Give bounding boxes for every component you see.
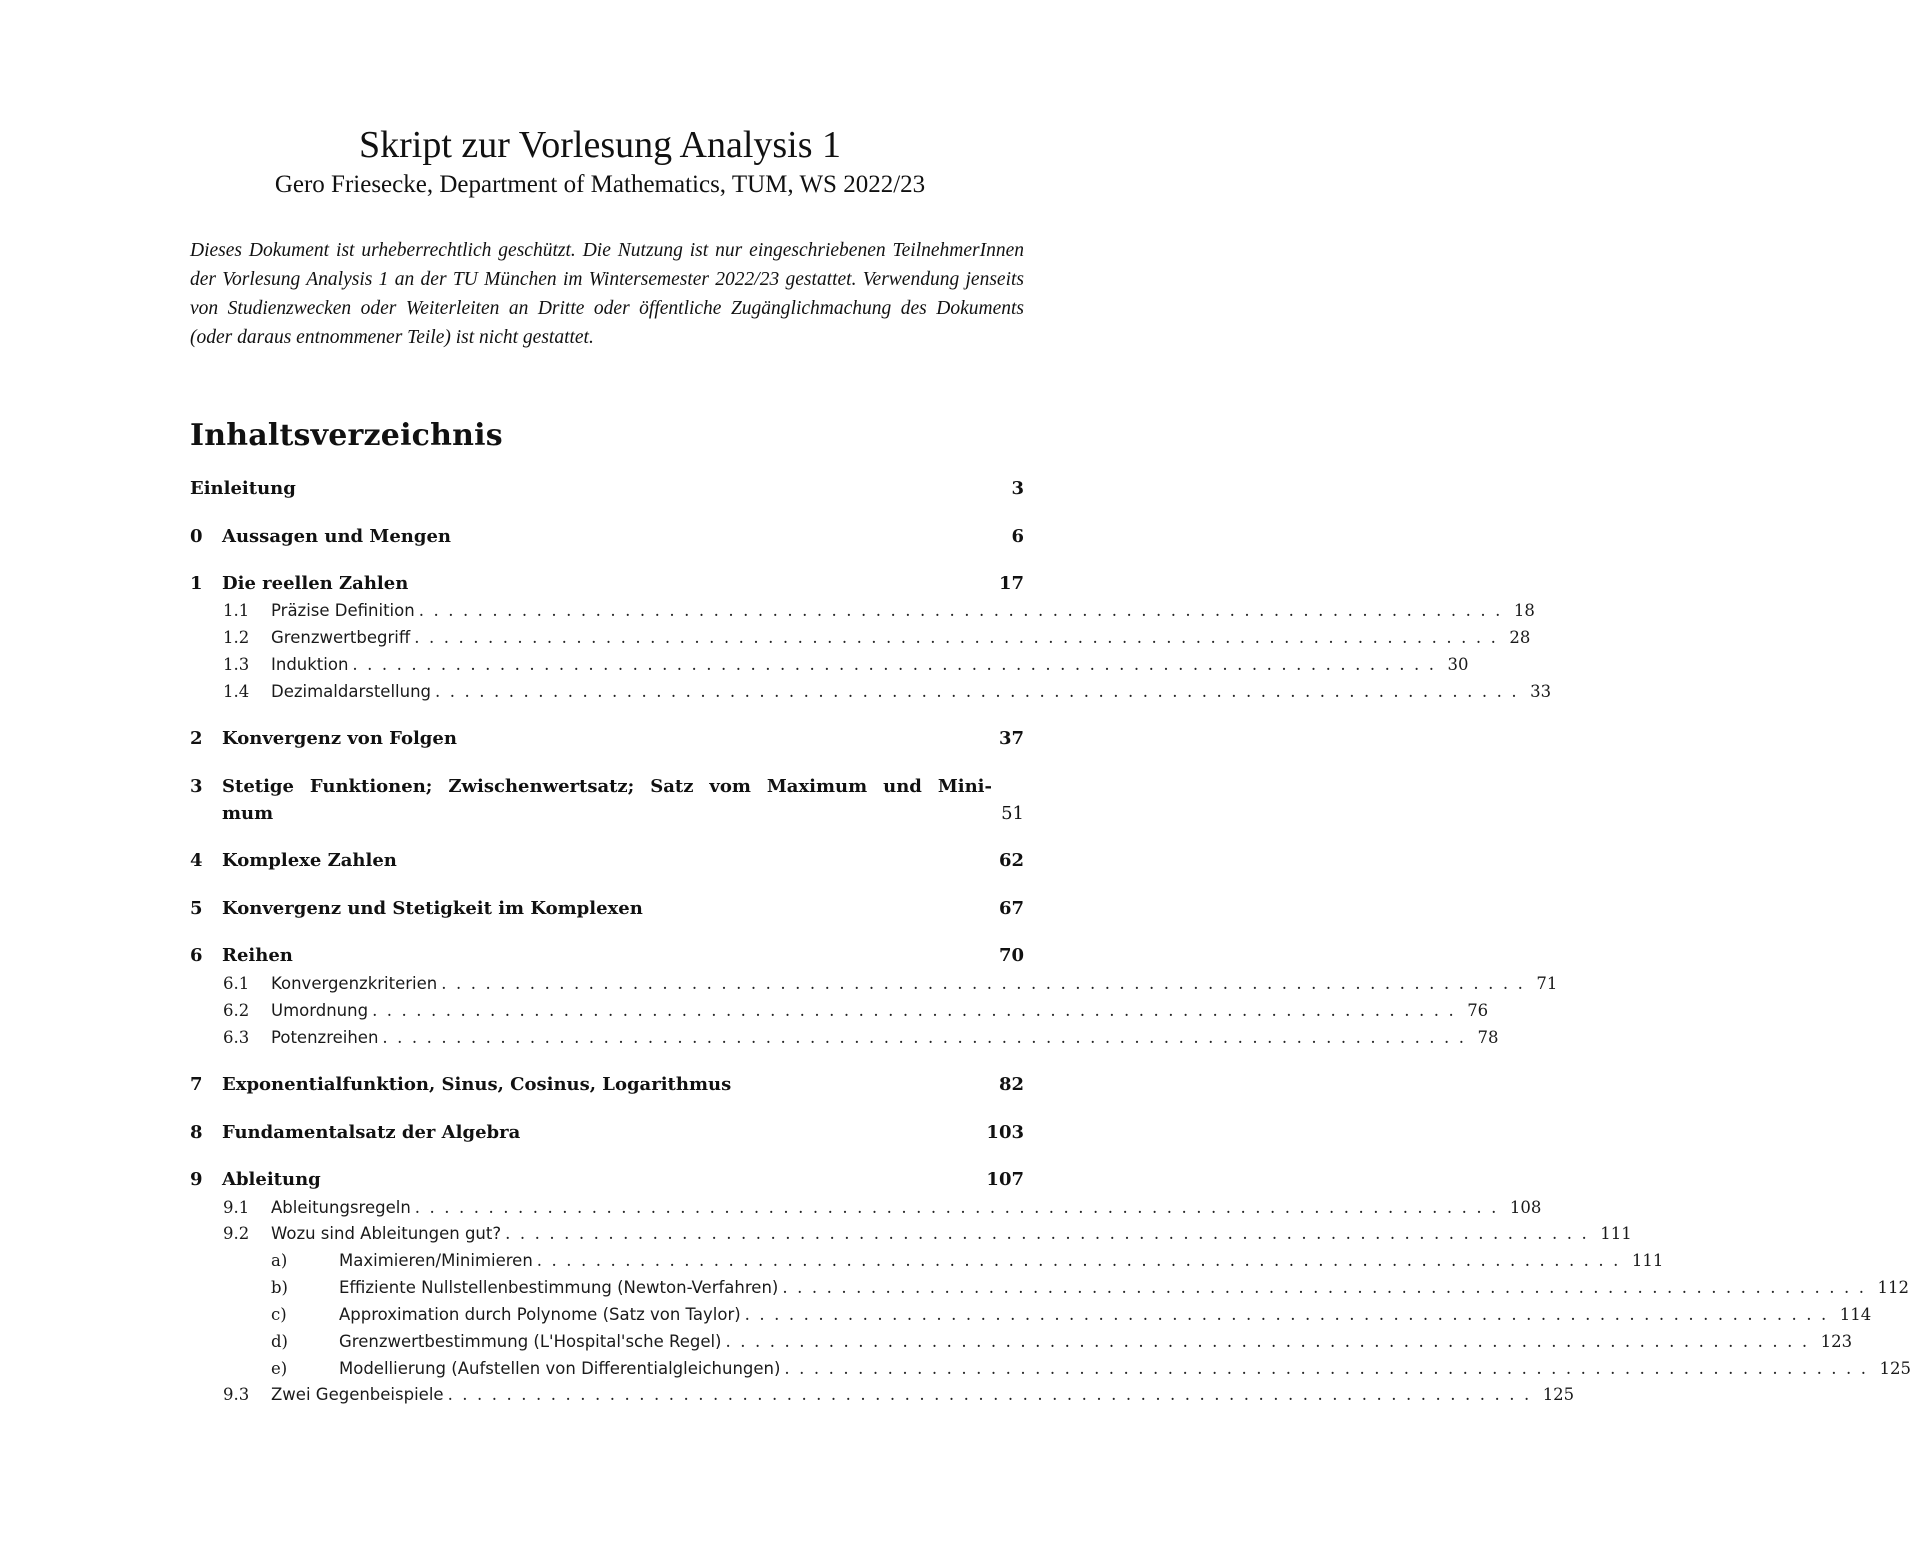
toc-dot-leader: .......................................................................... — [372, 1001, 1464, 1020]
toc-section-9-3[interactable] — [190, 1381, 1575, 1408]
toc-chapter-label: Konvergenz von Folgen — [222, 728, 457, 749]
toc-section-page: 108 — [1509, 1198, 1542, 1217]
toc-section-label: Konvergenzkriterien — [271, 974, 438, 993]
toc-section-1-3[interactable] — [190, 651, 1469, 678]
toc-section-page: 30 — [1447, 655, 1469, 674]
document-subtitle: Gero Friesecke, Department of Mathematics, TUM, WS 2022/23 — [274, 171, 926, 198]
toc-chapter-8[interactable] — [190, 1119, 1024, 1146]
toc-chapter-page: 17 — [998, 573, 1024, 594]
toc-chapter-page: 107 — [986, 1169, 1024, 1190]
toc-chapter-label: Fundamentalsatz der Algebra — [222, 1122, 521, 1143]
toc-subsection-9-2-e[interactable] — [190, 1355, 1911, 1382]
toc-section-page: 18 — [1513, 601, 1535, 620]
toc-dot-leader: .......................................................................... — [382, 1028, 1474, 1047]
toc-chapter-0[interactable] — [190, 523, 1024, 550]
toc-subsection-page: 125 — [1879, 1359, 1911, 1378]
toc-section-label: Ableitungsregeln — [271, 1198, 411, 1217]
toc-chapter-5[interactable] — [190, 895, 1024, 922]
toc-subsection-number: d) — [271, 1332, 288, 1351]
toc-subsection-9-2-d[interactable] — [190, 1328, 1853, 1355]
toc-subsection-9-2-b[interactable] — [190, 1274, 1909, 1301]
toc-dot-leader: .......................................................................... — [447, 1385, 1539, 1404]
toc-section-label: Umordnung — [271, 1001, 369, 1020]
toc-chapter-label: Ableitung — [222, 1169, 321, 1190]
toc-section-label: Wozu sind Ableitungen gut? — [271, 1224, 502, 1243]
toc-section-page: 111 — [1600, 1224, 1632, 1243]
toc-subsection-page: 111 — [1631, 1251, 1664, 1270]
toc-dot-leader: .......................................................................... — [505, 1224, 1597, 1243]
toc-section-label: Dezimaldarstellung — [271, 682, 432, 701]
toc-section-label: Induktion — [271, 655, 349, 674]
toc-subsection-label: Approximation durch Polynome (Satz von Taylor) — [339, 1305, 741, 1324]
toc-chapter-number: 0 — [190, 526, 203, 547]
toc-section-number: 9.3 — [223, 1385, 250, 1404]
toc-subsection-number: e) — [271, 1359, 288, 1378]
toc-chapter-number: 9 — [190, 1169, 203, 1190]
toc-heading: Inhaltsverzeichnis — [190, 418, 503, 453]
toc-section-6-2[interactable] — [190, 997, 1489, 1024]
toc-subsection-label: Grenzwertbestimmung (L'Hospital'sche Regel) — [339, 1332, 722, 1351]
toc-chapter-page: 6 — [1011, 526, 1024, 547]
toc-chapter-page: 67 — [998, 898, 1024, 919]
toc-subsection-page: 123 — [1820, 1332, 1853, 1351]
toc-dot-leader: .......................................................................... — [744, 1305, 1836, 1324]
toc-section-label: Grenzwertbegriff — [271, 628, 411, 647]
toc-subsection-label: Modellierung (Aufstellen von Differentialgleichungen) — [339, 1359, 781, 1378]
toc-section-page: 76 — [1467, 1001, 1489, 1020]
toc-chapter-1[interactable] — [190, 570, 1024, 597]
toc-chapter-label: Reihen — [222, 945, 293, 966]
toc-chapter-page: 37 — [998, 728, 1024, 749]
toc-chapter-page: 62 — [998, 850, 1024, 871]
toc-section-page: 33 — [1530, 682, 1552, 701]
toc-section-page: 125 — [1542, 1385, 1575, 1404]
toc-section-6-1[interactable] — [190, 970, 1558, 997]
toc-dot-leader: .......................................................................... — [414, 1198, 1506, 1217]
toc-dot-leader: .......................................................................... — [352, 655, 1444, 674]
toc-chapter-page: 82 — [998, 1074, 1024, 1095]
toc-dot-leader: .......................................................................... — [441, 974, 1533, 993]
toc-entry-page: 3 — [1011, 478, 1024, 499]
toc-chapter-number: 3 — [190, 776, 203, 797]
toc-section-page: 71 — [1536, 974, 1558, 993]
toc-subsection-label: Maximieren/Minimieren — [339, 1251, 533, 1270]
toc-chapter-label: Die reellen Zahlen — [222, 573, 409, 594]
toc-chapter-number: 5 — [190, 898, 203, 919]
toc-dot-leader: .......................................................................... — [418, 601, 1510, 620]
toc-section-number: 9.2 — [223, 1224, 250, 1243]
toc-chapter-label: Stetige Funktionen; Zwischenwertsatz; Satz vom Maximum und Mini- — [222, 776, 992, 797]
toc-entry-einleitung[interactable] — [190, 475, 1024, 502]
toc-chapter-page: 103 — [986, 1122, 1024, 1143]
toc-chapter-3[interactable] — [190, 773, 1024, 827]
toc-dot-leader: .......................................................................... — [435, 682, 1527, 701]
toc-chapter-2[interactable] — [190, 725, 1024, 752]
toc-chapter-number: 1 — [190, 573, 203, 594]
toc-section-1-1[interactable] — [190, 597, 1535, 624]
toc-subsection-page: 114 — [1839, 1305, 1872, 1324]
toc-chapter-label-continuation: mum — [222, 803, 274, 824]
toc-section-number: 1.1 — [223, 601, 250, 620]
toc-section-page: 28 — [1509, 628, 1531, 647]
toc-chapter-number: 8 — [190, 1122, 203, 1143]
toc-dot-leader: .......................................................................... — [414, 628, 1506, 647]
toc-section-6-3[interactable] — [190, 1024, 1499, 1051]
toc-section-number: 1.3 — [223, 655, 250, 674]
toc-section-page: 78 — [1477, 1028, 1499, 1047]
toc-section-9-1[interactable] — [190, 1194, 1542, 1221]
toc-section-number: 6.2 — [223, 1001, 250, 1020]
toc-chapter-number: 2 — [190, 728, 203, 749]
toc-section-1-4[interactable] — [190, 678, 1552, 705]
toc-chapter-number: 7 — [190, 1074, 203, 1095]
toc-dot-leader: .......................................................................... — [782, 1278, 1874, 1297]
toc-section-label: Zwei Gegenbeispiele — [271, 1385, 444, 1404]
toc-section-1-2[interactable] — [190, 624, 1531, 651]
toc-subsection-number: b) — [271, 1278, 288, 1297]
toc-chapter-label: Aussagen und Mengen — [222, 526, 451, 547]
toc-section-number: 6.1 — [223, 974, 250, 993]
toc-entry-label: Einleitung — [190, 478, 296, 499]
toc-chapter-number: 4 — [190, 850, 203, 871]
toc-chapter-4[interactable] — [190, 847, 1024, 874]
toc-chapter-label: Komplexe Zahlen — [222, 850, 397, 871]
toc-chapter-7[interactable] — [190, 1071, 1024, 1098]
toc-chapter-page: 70 — [998, 945, 1024, 966]
copyright-notice: Dieses Dokument ist urheberrechtlich geschützt. Die Nutzung ist nur eingeschriebenen TeilnehmerInnen der Vorlesung Analysis 1 an der TU München im Wintersemester 2022/23 gestattet. Verwendung jenseits von Studienzwecken oder Weiterleiten an Dritte oder öffentliche Zugänglichmachung des Dokuments (oder daraus entnommener Teile) ist nicht gestattet. — [190, 240, 1024, 348]
toc-subsection-9-2-a[interactable] — [190, 1247, 1664, 1274]
toc-section-number: 1.2 — [223, 628, 250, 647]
toc-chapter-9[interactable] — [190, 1166, 1024, 1193]
toc-chapter-page: 51 — [1001, 803, 1024, 824]
toc-chapter-6[interactable] — [190, 942, 1024, 969]
toc-chapter-number: 6 — [190, 945, 203, 966]
toc-subsection-number: a) — [271, 1251, 288, 1270]
toc-section-number: 1.4 — [223, 682, 250, 701]
toc-subsection-page: 112 — [1877, 1278, 1909, 1297]
toc-subsection-label: Effiziente Nullstellenbestimmung (Newton-Verfahren) — [339, 1278, 779, 1297]
toc-dot-leader: .......................................................................... — [725, 1332, 1817, 1351]
toc-section-number: 9.1 — [223, 1198, 250, 1217]
toc-chapter-label: Konvergenz und Stetigkeit im Komplexen — [222, 898, 643, 919]
toc-subsection-9-2-c[interactable] — [190, 1301, 1872, 1328]
toc-section-9-2[interactable] — [190, 1220, 1632, 1247]
toc-section-number: 6.3 — [223, 1028, 250, 1047]
toc-dot-leader: .......................................................................... — [784, 1359, 1876, 1378]
toc-dot-leader: .......................................................................... — [536, 1251, 1628, 1270]
document-title: Skript zur Vorlesung Analysis 1 — [358, 124, 842, 166]
toc-subsection-number: c) — [271, 1305, 287, 1324]
toc-chapter-label: Exponentialfunktion, Sinus, Cosinus, Logarithmus — [222, 1074, 732, 1095]
toc-section-label: Präzise Definition — [271, 601, 415, 620]
toc-section-label: Potenzreihen — [271, 1028, 379, 1047]
